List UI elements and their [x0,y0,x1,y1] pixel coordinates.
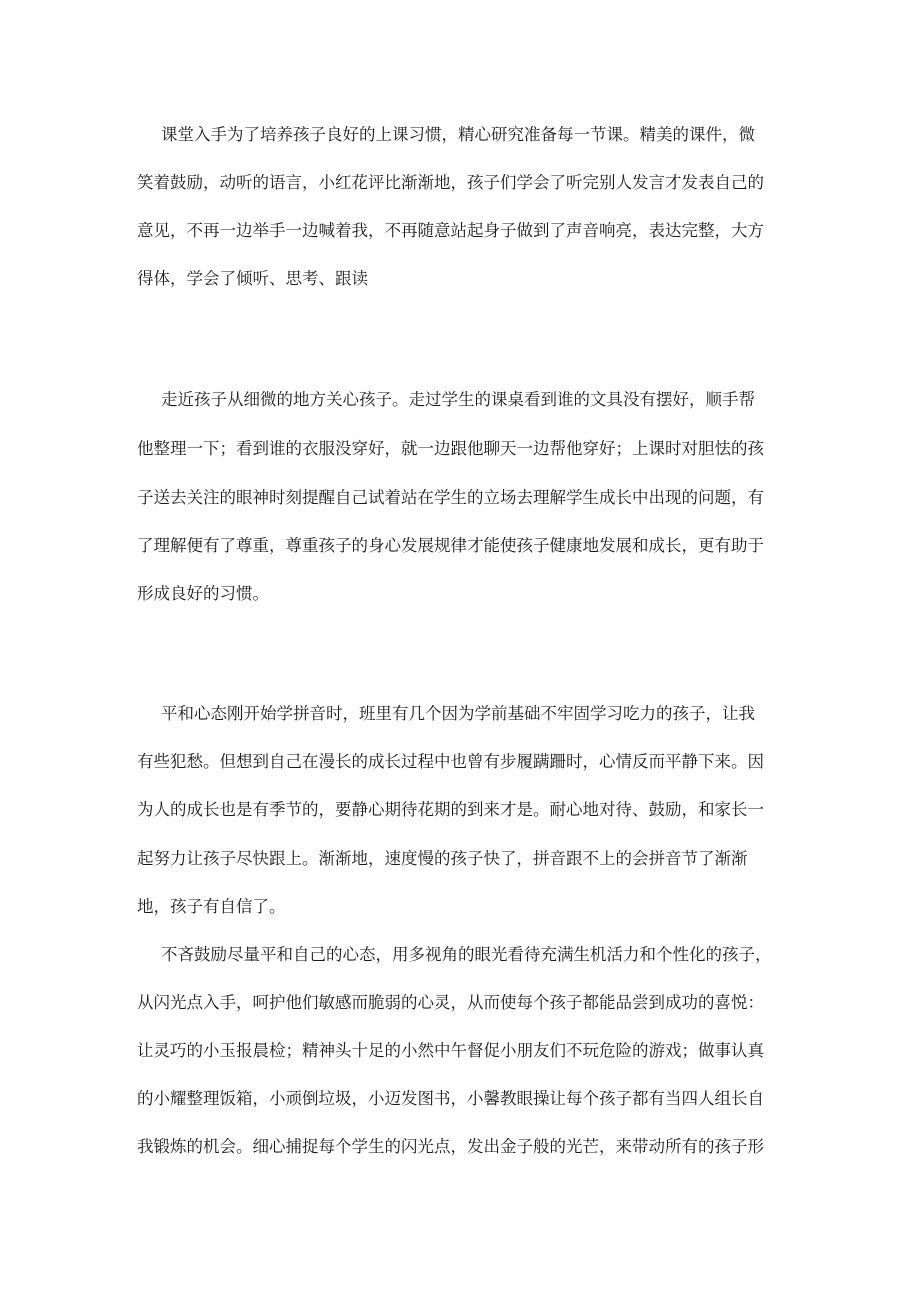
paragraph-line: 子送去关注的眼神时刻提醒自己试着站在学生的立场去理解学生成长中出现的问题，有 [137,488,764,507]
paragraph-line: 形成良好的习惯。 [137,584,269,603]
paragraph-line: 意见，不再一边举手一边喊着我，不再随意站起身子做到了声音响亮，表达完整，大方 [137,221,764,240]
paragraph-line: 有些犯愁。但想到自己在漫长的成长过程中也曾有步履蹒跚时，心情反而平静下来。因 [137,752,764,771]
paragraph-line: 走近孩子从细微的地方关心孩子。走过学生的课桌看到谁的文具没有摆好，顺手帮 [161,390,755,409]
paragraph-line: 起努力让孩子尽快跟上。渐渐地，速度慢的孩子快了，拼音跟不上的会拼音节了渐渐 [137,849,748,868]
paragraph-line: 得体，学会了倾听、思考、跟读 [137,269,368,288]
paragraph-line: 从闪光点入手，呵护他们敏感而脆弱的心灵，从而使每个孩子都能品尝到成功的喜悦： [137,993,764,1012]
paragraph-line: 课堂入手为了培养孩子良好的上课习惯，精心研究准备每一节课。精美的课件，微 [161,125,755,144]
paragraph-line: 不吝鼓励尽量平和自己的心态，用多视角的眼光看待充满生机活力和个性化的孩子， [161,945,772,964]
paragraph-line: 让灵巧的小玉报晨检；精神头十足的小然中午督促小朋友们不玩危险的游戏；做事认真 [137,1041,764,1060]
paragraph-line: 的小耀整理饭箱，小顽倒垃圾，小迈发图书，小馨教眼操让每个孩子都有当四人组长自 [137,1089,764,1108]
paragraph-line: 了理解便有了尊重，尊重孩子的身心发展规律才能使孩子健康地发展和成长，更有助于 [137,536,764,555]
paragraph-line: 笑着鼓励，动听的语言，小红花评比渐渐地，孩子们学会了听完别人发言才发表自己的 [137,173,764,192]
paragraph-line: 他整理一下；看到谁的衣服没穿好，就一边跟他聊天一边帮他穿好；上课时对胆怯的孩 [137,439,764,458]
paragraph-line: 为人的成长也是有季节的，要静心期待花期的到来才是。耐心地对待、鼓励，和家长一 [137,800,764,819]
paragraph-line: 我锻炼的机会。细心捕捉每个学生的闪光点，发出金子般的光芒，来带动所有的孩子形 [137,1137,764,1156]
paragraph-line: 地，孩子有自信了。 [137,897,286,916]
paragraph-line: 平和心态刚开始学拼音时，班里有几个因为学前基础不牢固学习吃力的孩子，让我 [161,704,755,723]
